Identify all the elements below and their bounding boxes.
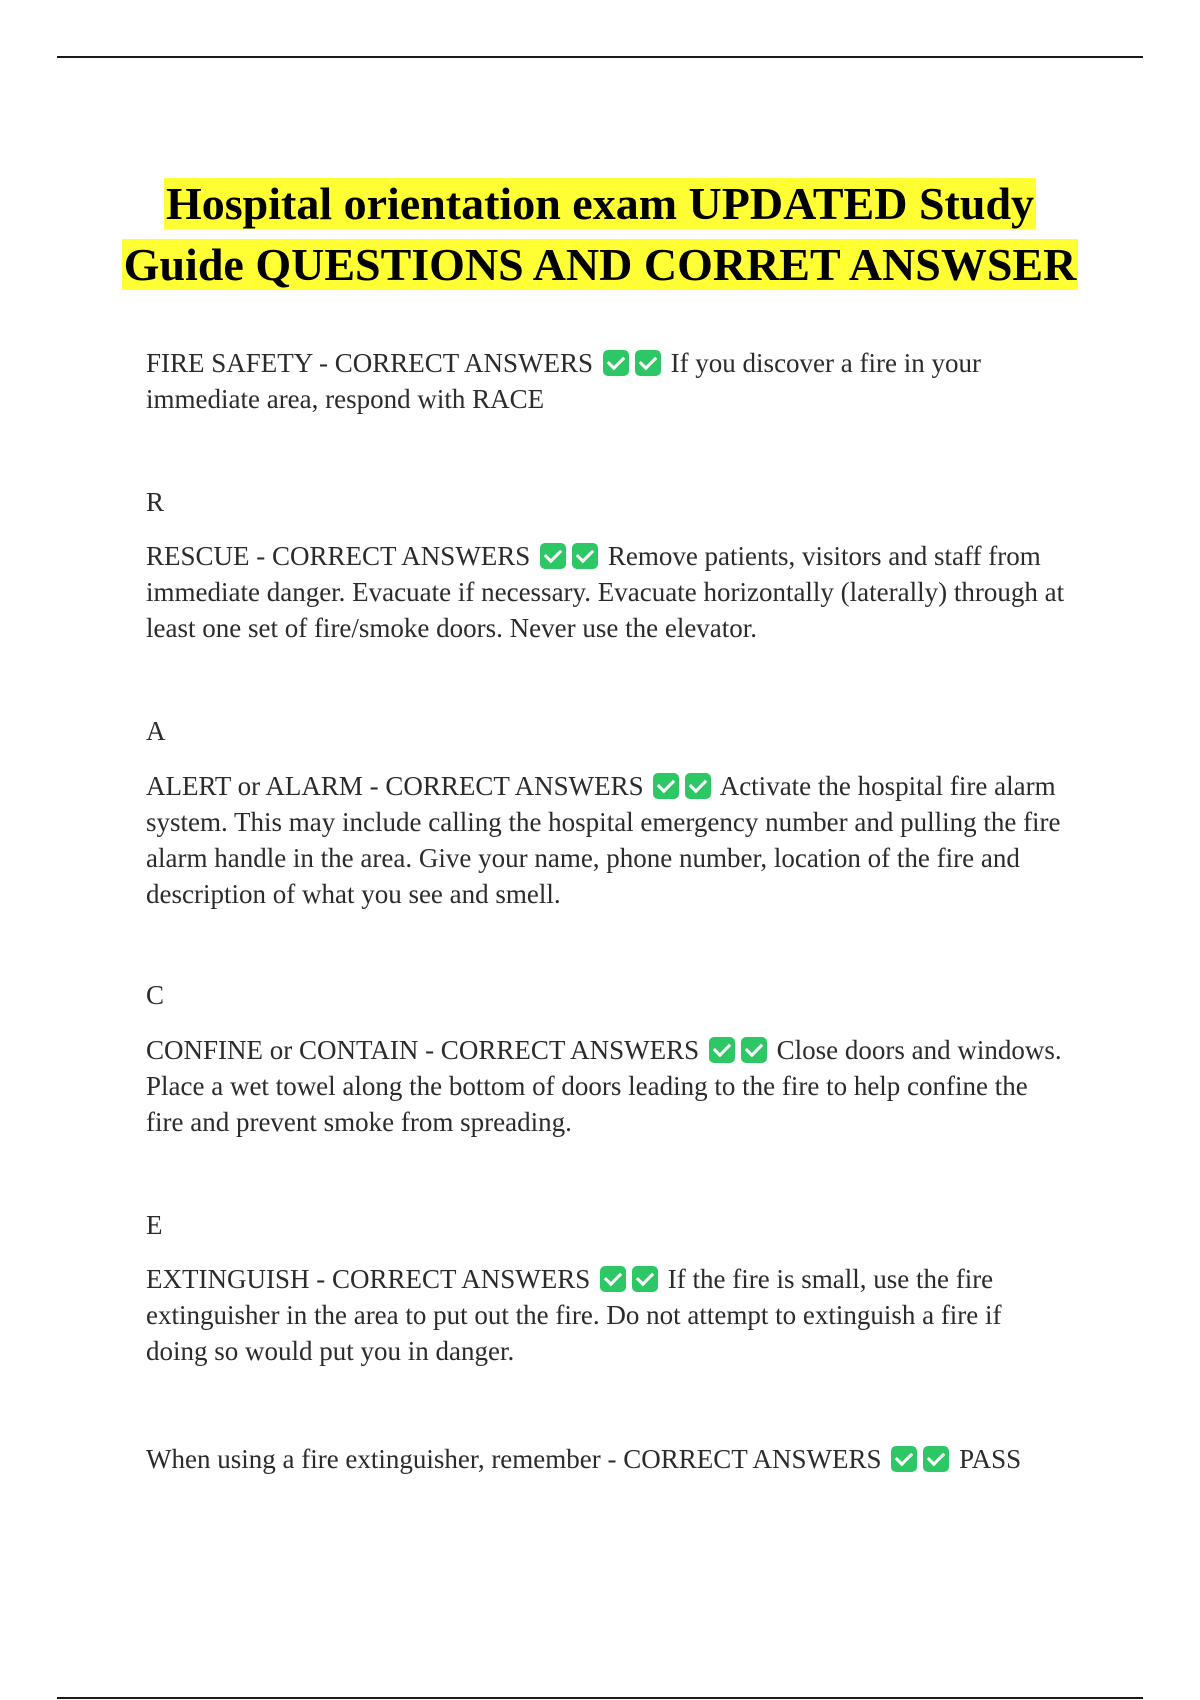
question-text: FIRE SAFETY - CORRECT ANSWERS bbox=[146, 348, 594, 378]
check-box-icon bbox=[709, 1037, 735, 1063]
title-highlight: Hospital orientation exam UPDATED Study Guide QUESTIONS AND CORRET ANSWSER bbox=[123, 177, 1077, 290]
check-box-icon bbox=[540, 543, 566, 569]
answer-text: Activate the hospital fire alarm system. This may include calling the hospital emergency number and pulling the fire alarm handle in the area. Give your name, phone number, location of the fire and description of what you see and smell. bbox=[146, 771, 1061, 909]
check-box-icon bbox=[600, 1266, 626, 1292]
qa-rescue bbox=[146, 538, 1066, 646]
check-box-icon bbox=[741, 1037, 767, 1063]
check-pair bbox=[888, 1444, 952, 1474]
check-box-icon bbox=[632, 1266, 658, 1292]
check-box-icon bbox=[891, 1446, 917, 1472]
qa-fire-extinguisher bbox=[146, 1441, 1066, 1477]
check-box-icon bbox=[923, 1446, 949, 1472]
section-letter-e: E bbox=[146, 1210, 163, 1240]
qa-fire-safety bbox=[146, 345, 1066, 417]
page-title bbox=[100, 173, 1100, 295]
question-text: EXTINGUISH - CORRECT ANSWERS bbox=[146, 1264, 591, 1294]
question-text: CONFINE or CONTAIN - CORRECT ANSWERS bbox=[146, 1035, 700, 1065]
answer-text: PASS bbox=[959, 1444, 1022, 1474]
qa-alert-alarm bbox=[146, 768, 1066, 912]
check-box-icon bbox=[603, 350, 629, 376]
check-box-icon bbox=[572, 543, 598, 569]
check-pair bbox=[650, 771, 714, 801]
bottom-rule bbox=[57, 1697, 1143, 1699]
question-text: When using a fire extinguisher, remember - CORRECT ANSWERS bbox=[146, 1444, 882, 1474]
section-letter-a: A bbox=[146, 716, 166, 746]
top-rule bbox=[57, 56, 1143, 58]
qa-confine-contain bbox=[146, 1032, 1066, 1140]
check-box-icon bbox=[653, 773, 679, 799]
check-pair bbox=[597, 1264, 661, 1294]
answer-text: Close doors and windows. Place a wet towel along the bottom of doors leading to the fire to help confine the fire and prevent smoke from spreading. bbox=[146, 1035, 1062, 1137]
qa-extinguish bbox=[146, 1261, 1066, 1369]
check-pair bbox=[600, 348, 664, 378]
answer-text: Remove patients, visitors and staff from immediate danger. Evacuate if necessary. Evacuate horizontally (laterally) through at least one set of fire/smoke doors. Never use the elevator. bbox=[146, 541, 1065, 643]
answer-text: If the fire is small, use the fire extinguisher in the area to put out the fire. Do not attempt to extinguish a fire if doing so would put you in danger. bbox=[146, 1264, 1002, 1366]
answer-text: If you discover a fire in your immediate area, respond with RACE bbox=[146, 348, 981, 414]
check-box-icon bbox=[635, 350, 661, 376]
question-text: RESCUE - CORRECT ANSWERS bbox=[146, 541, 531, 571]
section-letter-r: R bbox=[146, 487, 165, 517]
question-text: ALERT or ALARM - CORRECT ANSWERS bbox=[146, 771, 644, 801]
section-letter-c: C bbox=[146, 980, 165, 1010]
check-pair bbox=[537, 541, 601, 571]
check-box-icon bbox=[685, 773, 711, 799]
check-pair bbox=[706, 1035, 770, 1065]
